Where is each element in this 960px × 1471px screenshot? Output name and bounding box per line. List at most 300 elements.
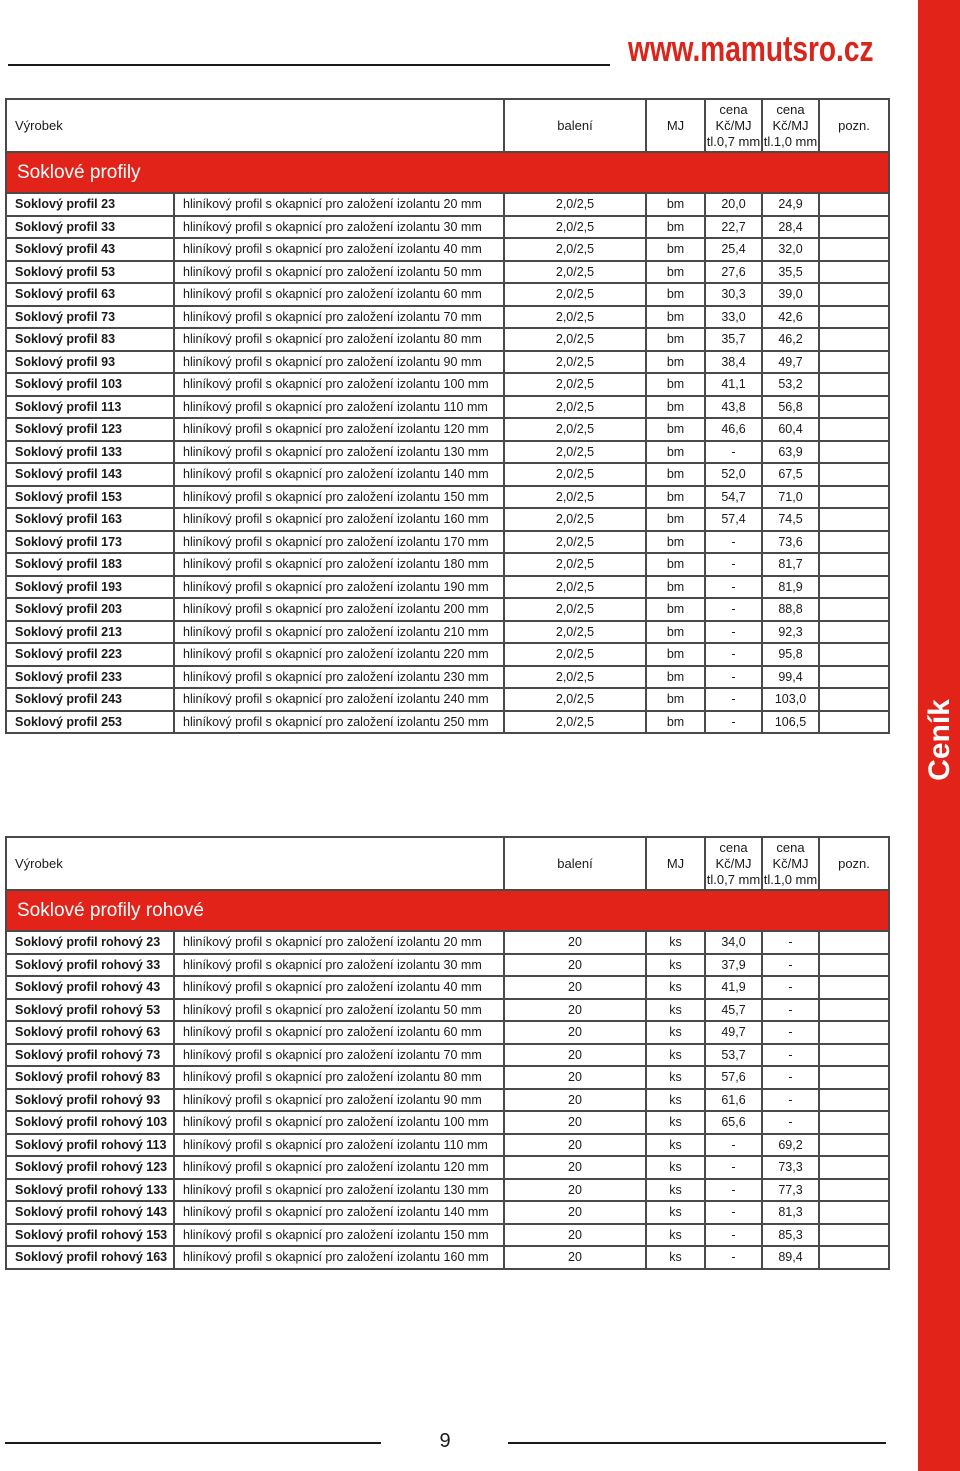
price-07: 52,0 xyxy=(705,463,762,486)
price-10: - xyxy=(762,954,819,977)
table-row xyxy=(6,576,889,599)
table-row xyxy=(6,976,889,999)
product-description: hliníkový profil s okapnicí pro založení izolantu 250 mm xyxy=(174,711,504,734)
table-row xyxy=(6,1246,889,1269)
product-description: hliníkový profil s okapnicí pro založení izolantu 210 mm xyxy=(174,621,504,644)
product-name: Soklový profil 133 xyxy=(6,441,174,464)
note xyxy=(819,373,889,396)
price-10: 46,2 xyxy=(762,328,819,351)
bottom-rule-right xyxy=(508,1442,886,1444)
product-description: hliníkový profil s okapnicí pro založení izolantu 40 mm xyxy=(174,238,504,261)
table-row xyxy=(6,486,889,509)
note xyxy=(819,1044,889,1067)
price-07: 54,7 xyxy=(705,486,762,509)
price-10: 71,0 xyxy=(762,486,819,509)
table-row xyxy=(6,306,889,329)
unit: bm xyxy=(646,351,705,374)
price-10: 81,7 xyxy=(762,553,819,576)
price-10: 67,5 xyxy=(762,463,819,486)
product-name: Soklový profil 243 xyxy=(6,688,174,711)
packing: 2,0/2,5 xyxy=(504,396,646,419)
table-row xyxy=(6,1156,889,1179)
price-07: 38,4 xyxy=(705,351,762,374)
product-name: Soklový profil rohový 93 xyxy=(6,1089,174,1112)
product-name: Soklový profil 183 xyxy=(6,553,174,576)
packing: 20 xyxy=(504,1044,646,1067)
note xyxy=(819,441,889,464)
product-description: hliníkový profil s okapnicí pro založení izolantu 40 mm xyxy=(174,976,504,999)
price-07: - xyxy=(705,441,762,464)
note xyxy=(819,283,889,306)
packing: 20 xyxy=(504,931,646,954)
unit: bm xyxy=(646,688,705,711)
product-description: hliníkový profil s okapnicí pro založení izolantu 90 mm xyxy=(174,351,504,374)
table-row xyxy=(6,328,889,351)
note xyxy=(819,238,889,261)
note xyxy=(819,931,889,954)
product-name: Soklový profil rohový 133 xyxy=(6,1179,174,1202)
price-10: 56,8 xyxy=(762,396,819,419)
price-10: 73,6 xyxy=(762,531,819,554)
price-10: 106,5 xyxy=(762,711,819,734)
packing: 2,0/2,5 xyxy=(504,441,646,464)
table-row xyxy=(6,373,889,396)
product-description: hliníkový profil s okapnicí pro založení izolantu 180 mm xyxy=(174,553,504,576)
price-10: - xyxy=(762,1044,819,1067)
price-table-sokl-rohove xyxy=(5,836,890,1270)
price-07: 49,7 xyxy=(705,1021,762,1044)
product-name: Soklový profil 93 xyxy=(6,351,174,374)
note xyxy=(819,1089,889,1112)
note xyxy=(819,261,889,284)
table-row xyxy=(6,441,889,464)
note xyxy=(819,1179,889,1202)
product-description: hliníkový profil s okapnicí pro založení izolantu 190 mm xyxy=(174,576,504,599)
note xyxy=(819,1156,889,1179)
note xyxy=(819,351,889,374)
price-10: - xyxy=(762,999,819,1022)
price-10: 28,4 xyxy=(762,216,819,239)
price-07: 57,4 xyxy=(705,508,762,531)
section2-rows xyxy=(6,931,889,1269)
header-price1-line2: Kč/MJ xyxy=(715,855,752,871)
header-product: Výrobek xyxy=(6,99,504,152)
price-07: 43,8 xyxy=(705,396,762,419)
header-unit: MJ xyxy=(646,837,705,890)
packing: 2,0/2,5 xyxy=(504,418,646,441)
section-title-row xyxy=(6,890,889,931)
table-row xyxy=(6,396,889,419)
table-row xyxy=(6,418,889,441)
section-title-row xyxy=(6,152,889,193)
unit: ks xyxy=(646,1246,705,1269)
product-name: Soklový profil rohový 83 xyxy=(6,1066,174,1089)
price-07: 46,6 xyxy=(705,418,762,441)
note xyxy=(819,621,889,644)
site-url[interactable]: www.mamutsro.cz xyxy=(628,28,874,69)
price-07: 20,0 xyxy=(705,193,762,216)
product-description: hliníkový profil s okapnicí pro založení izolantu 150 mm xyxy=(174,1224,504,1247)
packing: 2,0/2,5 xyxy=(504,553,646,576)
price-07: 22,7 xyxy=(705,216,762,239)
table-row xyxy=(6,553,889,576)
price-07: - xyxy=(705,576,762,599)
section1-rows xyxy=(6,193,889,733)
product-name: Soklový profil 223 xyxy=(6,643,174,666)
price-07: - xyxy=(705,553,762,576)
price-10: 49,7 xyxy=(762,351,819,374)
header-price1-line1: cena xyxy=(719,839,748,855)
header-price2-line3: tl.1,0 mm xyxy=(763,133,818,149)
unit: ks xyxy=(646,931,705,954)
product-description: hliníkový profil s okapnicí pro založení izolantu 160 mm xyxy=(174,508,504,531)
packing: 2,0/2,5 xyxy=(504,711,646,734)
product-description: hliníkový profil s okapnicí pro založení izolantu 220 mm xyxy=(174,643,504,666)
unit: bm xyxy=(646,193,705,216)
packing: 2,0/2,5 xyxy=(504,486,646,509)
product-name: Soklový profil 123 xyxy=(6,418,174,441)
price-10: - xyxy=(762,1089,819,1112)
product-description: hliníkový profil s okapnicí pro založení izolantu 120 mm xyxy=(174,418,504,441)
unit: bm xyxy=(646,643,705,666)
table-row xyxy=(6,643,889,666)
price-07: - xyxy=(705,711,762,734)
product-description: hliníkový profil s okapnicí pro založení izolantu 50 mm xyxy=(174,261,504,284)
product-description: hliníkový profil s okapnicí pro založení izolantu 80 mm xyxy=(174,328,504,351)
header-note: pozn. xyxy=(819,99,889,152)
note xyxy=(819,306,889,329)
product-name: Soklový profil 203 xyxy=(6,598,174,621)
unit: bm xyxy=(646,328,705,351)
unit: ks xyxy=(646,1201,705,1224)
price-07: - xyxy=(705,643,762,666)
unit: ks xyxy=(646,954,705,977)
bottom-rule-left xyxy=(5,1442,381,1444)
price-10: 95,8 xyxy=(762,643,819,666)
product-description: hliníkový profil s okapnicí pro založení izolantu 50 mm xyxy=(174,999,504,1022)
packing: 2,0/2,5 xyxy=(504,576,646,599)
price-07: 37,9 xyxy=(705,954,762,977)
product-name: Soklový profil 143 xyxy=(6,463,174,486)
unit: bm xyxy=(646,666,705,689)
note xyxy=(819,396,889,419)
page-number: 9 xyxy=(439,1430,451,1452)
price-10: - xyxy=(762,1066,819,1089)
side-label-text: Ceník xyxy=(923,699,956,781)
product-description: hliníkový profil s okapnicí pro založení izolantu 100 mm xyxy=(174,373,504,396)
product-description: hliníkový profil s okapnicí pro založení izolantu 100 mm xyxy=(174,1111,504,1134)
product-description: hliníkový profil s okapnicí pro založení izolantu 90 mm xyxy=(174,1089,504,1112)
packing: 2,0/2,5 xyxy=(504,261,646,284)
packing: 2,0/2,5 xyxy=(504,598,646,621)
unit: bm xyxy=(646,508,705,531)
product-name: Soklový profil rohový 43 xyxy=(6,976,174,999)
unit: bm xyxy=(646,418,705,441)
product-name: Soklový profil 193 xyxy=(6,576,174,599)
note xyxy=(819,553,889,576)
price-07: 61,6 xyxy=(705,1089,762,1112)
packing: 20 xyxy=(504,976,646,999)
price-10: 24,9 xyxy=(762,193,819,216)
header-note: pozn. xyxy=(819,837,889,890)
product-description: hliníkový profil s okapnicí pro založení izolantu 110 mm xyxy=(174,396,504,419)
header-price1-line3: tl.0,7 mm xyxy=(706,133,761,149)
unit: bm xyxy=(646,598,705,621)
price-10: 60,4 xyxy=(762,418,819,441)
header-price-10 xyxy=(762,99,819,152)
packing: 20 xyxy=(504,1201,646,1224)
price-10: 39,0 xyxy=(762,283,819,306)
product-name: Soklový profil rohový 153 xyxy=(6,1224,174,1247)
header-price-10 xyxy=(762,837,819,890)
unit: ks xyxy=(646,1066,705,1089)
price-07: - xyxy=(705,621,762,644)
price-10: 35,5 xyxy=(762,261,819,284)
product-description: hliníkový profil s okapnicí pro založení izolantu 20 mm xyxy=(174,931,504,954)
price-07: - xyxy=(705,666,762,689)
packing: 2,0/2,5 xyxy=(504,193,646,216)
price-07: - xyxy=(705,1224,762,1247)
unit: bm xyxy=(646,238,705,261)
price-10: 85,3 xyxy=(762,1224,819,1247)
unit: ks xyxy=(646,976,705,999)
note xyxy=(819,976,889,999)
table-row xyxy=(6,193,889,216)
note xyxy=(819,1224,889,1247)
product-description: hliníkový profil s okapnicí pro založení izolantu 130 mm xyxy=(174,1179,504,1202)
table-row xyxy=(6,1044,889,1067)
product-name: Soklový profil rohový 63 xyxy=(6,1021,174,1044)
product-description: hliníkový profil s okapnicí pro založení izolantu 150 mm xyxy=(174,486,504,509)
product-name: Soklový profil 233 xyxy=(6,666,174,689)
packing: 20 xyxy=(504,1224,646,1247)
table-row xyxy=(6,531,889,554)
unit: bm xyxy=(646,396,705,419)
product-name: Soklový profil 33 xyxy=(6,216,174,239)
unit: ks xyxy=(646,1089,705,1112)
header-price1-line3: tl.0,7 mm xyxy=(706,871,761,887)
unit: bm xyxy=(646,553,705,576)
packing: 2,0/2,5 xyxy=(504,531,646,554)
table-row xyxy=(6,1224,889,1247)
price-07: 30,3 xyxy=(705,283,762,306)
price-07: 25,4 xyxy=(705,238,762,261)
product-name: Soklový profil 103 xyxy=(6,373,174,396)
price-10: 99,4 xyxy=(762,666,819,689)
unit: bm xyxy=(646,306,705,329)
unit: bm xyxy=(646,373,705,396)
unit: ks xyxy=(646,1134,705,1157)
header-price-07 xyxy=(705,99,762,152)
product-description: hliníkový profil s okapnicí pro založení izolantu 140 mm xyxy=(174,463,504,486)
packing: 20 xyxy=(504,1134,646,1157)
price-10: 81,3 xyxy=(762,1201,819,1224)
header-price2-line3: tl.1,0 mm xyxy=(763,871,818,887)
product-name: Soklový profil 73 xyxy=(6,306,174,329)
price-10: 74,5 xyxy=(762,508,819,531)
product-description: hliníkový profil s okapnicí pro založení izolantu 140 mm xyxy=(174,1201,504,1224)
note xyxy=(819,999,889,1022)
price-10: 53,2 xyxy=(762,373,819,396)
header-price-07 xyxy=(705,837,762,890)
section-title: Soklové profily rohové xyxy=(6,890,889,931)
product-name: Soklový profil 83 xyxy=(6,328,174,351)
unit: ks xyxy=(646,1021,705,1044)
price-07: 41,1 xyxy=(705,373,762,396)
price-10: 103,0 xyxy=(762,688,819,711)
header-price2-line2: Kč/MJ xyxy=(772,117,809,133)
table-row xyxy=(6,283,889,306)
note xyxy=(819,1066,889,1089)
table-row xyxy=(6,598,889,621)
packing: 2,0/2,5 xyxy=(504,688,646,711)
header-price2-line1: cena xyxy=(776,839,805,855)
price-07: - xyxy=(705,531,762,554)
price-10: 32,0 xyxy=(762,238,819,261)
packing: 20 xyxy=(504,1156,646,1179)
packing: 2,0/2,5 xyxy=(504,373,646,396)
unit: bm xyxy=(646,711,705,734)
price-07: 33,0 xyxy=(705,306,762,329)
packing: 20 xyxy=(504,954,646,977)
table-row xyxy=(6,238,889,261)
price-07: 27,6 xyxy=(705,261,762,284)
product-description: hliníkový profil s okapnicí pro založení izolantu 60 mm xyxy=(174,283,504,306)
header-unit: MJ xyxy=(646,99,705,152)
table-header-row xyxy=(6,837,889,890)
header-price1-line2: Kč/MJ xyxy=(715,117,752,133)
packing: 2,0/2,5 xyxy=(504,238,646,261)
price-10: 69,2 xyxy=(762,1134,819,1157)
product-name: Soklový profil 163 xyxy=(6,508,174,531)
unit: bm xyxy=(646,283,705,306)
table-row xyxy=(6,1021,889,1044)
table-row xyxy=(6,1066,889,1089)
note xyxy=(819,1134,889,1157)
product-name: Soklový profil rohový 73 xyxy=(6,1044,174,1067)
product-name: Soklový profil rohový 163 xyxy=(6,1246,174,1269)
top-rule xyxy=(8,64,610,66)
product-name: Soklový profil 213 xyxy=(6,621,174,644)
packing: 20 xyxy=(504,1021,646,1044)
table-row xyxy=(6,508,889,531)
unit: bm xyxy=(646,216,705,239)
price-10: - xyxy=(762,1021,819,1044)
note xyxy=(819,531,889,554)
unit: bm xyxy=(646,463,705,486)
unit: bm xyxy=(646,441,705,464)
note xyxy=(819,643,889,666)
product-description: hliníkový profil s okapnicí pro založení izolantu 60 mm xyxy=(174,1021,504,1044)
header-price1-line1: cena xyxy=(719,101,748,117)
table-row xyxy=(6,1111,889,1134)
price-10: - xyxy=(762,1111,819,1134)
unit: bm xyxy=(646,531,705,554)
product-name: Soklový profil 53 xyxy=(6,261,174,284)
packing: 20 xyxy=(504,999,646,1022)
note xyxy=(819,508,889,531)
packing: 2,0/2,5 xyxy=(504,463,646,486)
table-row xyxy=(6,666,889,689)
unit: bm xyxy=(646,486,705,509)
price-10: 77,3 xyxy=(762,1179,819,1202)
price-07: - xyxy=(705,1179,762,1202)
packing: 2,0/2,5 xyxy=(504,643,646,666)
packing: 20 xyxy=(504,1066,646,1089)
note xyxy=(819,1246,889,1269)
unit: bm xyxy=(646,261,705,284)
price-10: 81,9 xyxy=(762,576,819,599)
table-row xyxy=(6,711,889,734)
note xyxy=(819,1111,889,1134)
note xyxy=(819,486,889,509)
product-name: Soklový profil 113 xyxy=(6,396,174,419)
packing: 2,0/2,5 xyxy=(504,306,646,329)
header-price2-line2: Kč/MJ xyxy=(772,855,809,871)
packing: 2,0/2,5 xyxy=(504,621,646,644)
price-07: - xyxy=(705,688,762,711)
note xyxy=(819,688,889,711)
price-07: 41,9 xyxy=(705,976,762,999)
packing: 2,0/2,5 xyxy=(504,351,646,374)
product-description: hliníkový profil s okapnicí pro založení izolantu 20 mm xyxy=(174,193,504,216)
product-description: hliníkový profil s okapnicí pro založení izolantu 30 mm xyxy=(174,216,504,239)
product-name: Soklový profil 43 xyxy=(6,238,174,261)
packing: 2,0/2,5 xyxy=(504,328,646,351)
product-name: Soklový profil 153 xyxy=(6,486,174,509)
price-07: - xyxy=(705,1134,762,1157)
price-07: 35,7 xyxy=(705,328,762,351)
table-row xyxy=(6,216,889,239)
packing: 20 xyxy=(504,1246,646,1269)
product-name: Soklový profil rohový 123 xyxy=(6,1156,174,1179)
header-packing: balení xyxy=(504,837,646,890)
product-description: hliníkový profil s okapnicí pro založení izolantu 80 mm xyxy=(174,1066,504,1089)
side-label xyxy=(920,700,960,780)
table-row xyxy=(6,1134,889,1157)
header-product: Výrobek xyxy=(6,837,504,890)
table-row xyxy=(6,463,889,486)
table-row xyxy=(6,351,889,374)
product-name: Soklový profil rohový 33 xyxy=(6,954,174,977)
price-07: 57,6 xyxy=(705,1066,762,1089)
table-header-row xyxy=(6,99,889,152)
packing: 20 xyxy=(504,1111,646,1134)
price-table-sokl xyxy=(5,98,890,734)
product-name: Soklový profil 63 xyxy=(6,283,174,306)
table-row xyxy=(6,1201,889,1224)
product-description: hliníkový profil s okapnicí pro založení izolantu 70 mm xyxy=(174,1044,504,1067)
unit: ks xyxy=(646,1179,705,1202)
price-10: - xyxy=(762,931,819,954)
table-row xyxy=(6,688,889,711)
unit: ks xyxy=(646,999,705,1022)
packing: 2,0/2,5 xyxy=(504,283,646,306)
note xyxy=(819,666,889,689)
unit: ks xyxy=(646,1044,705,1067)
price-10: 89,4 xyxy=(762,1246,819,1269)
product-description: hliníkový profil s okapnicí pro založení izolantu 110 mm xyxy=(174,1134,504,1157)
table-row xyxy=(6,1089,889,1112)
product-description: hliníkový profil s okapnicí pro založení izolantu 120 mm xyxy=(174,1156,504,1179)
price-10: 88,8 xyxy=(762,598,819,621)
unit: ks xyxy=(646,1156,705,1179)
price-10: 63,9 xyxy=(762,441,819,464)
product-description: hliníkový profil s okapnicí pro založení izolantu 30 mm xyxy=(174,954,504,977)
packing: 20 xyxy=(504,1089,646,1112)
product-description: hliníkový profil s okapnicí pro založení izolantu 130 mm xyxy=(174,441,504,464)
product-description: hliníkový profil s okapnicí pro založení izolantu 240 mm xyxy=(174,688,504,711)
